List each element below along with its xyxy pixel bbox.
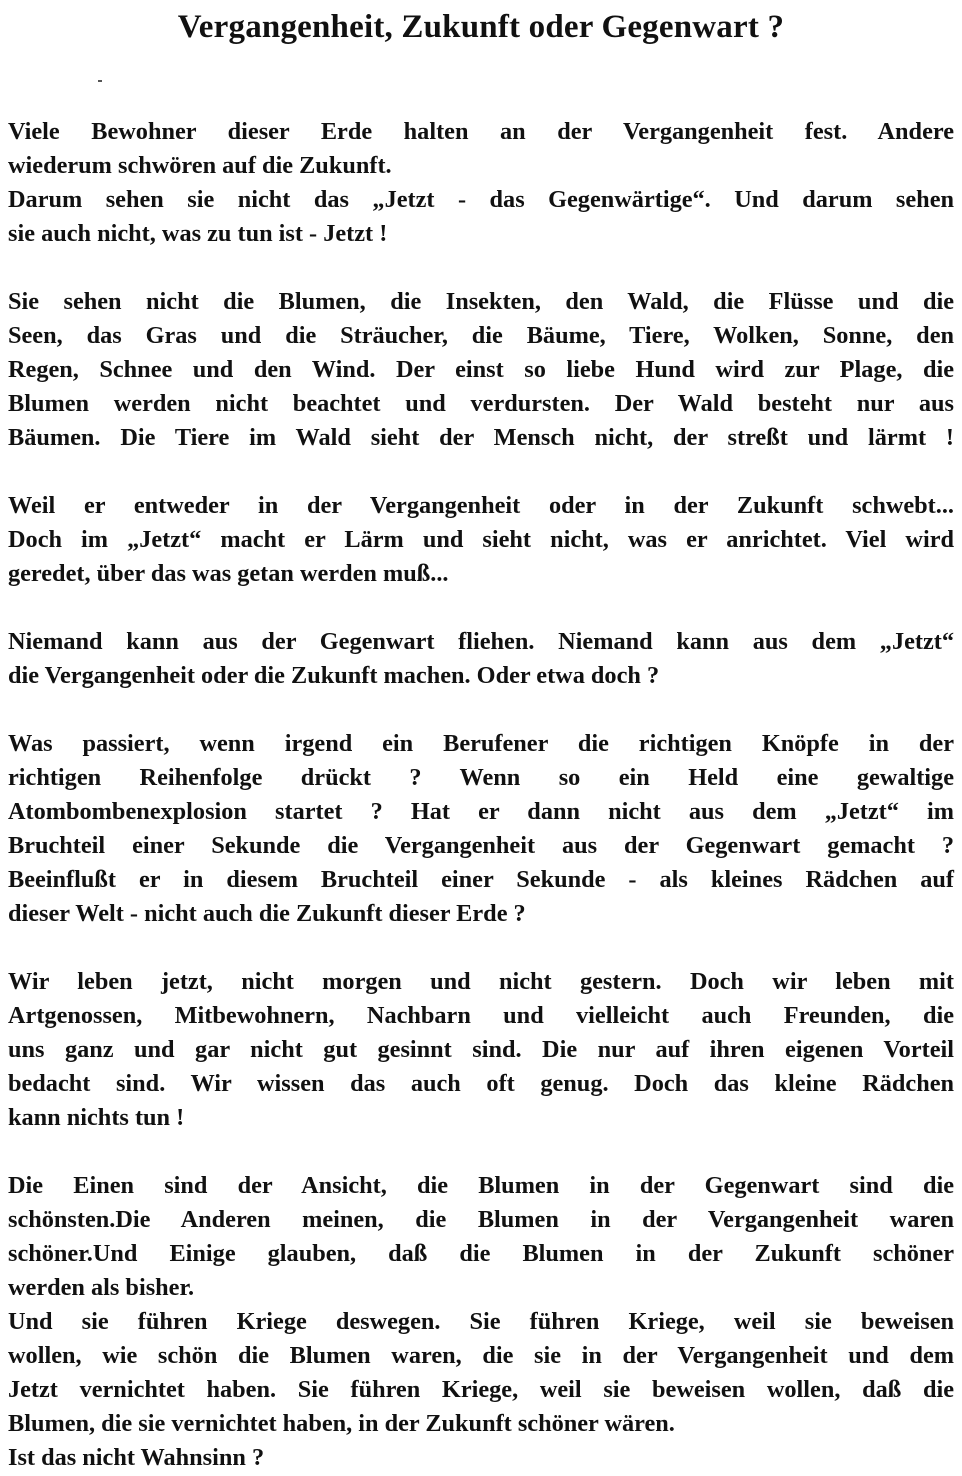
text-line: uns ganz und gar nicht gut gesinnt sind. Die nur auf ihren eigenen Vorteil	[8, 1036, 954, 1063]
text-line: kann nichts tun !	[8, 1104, 185, 1131]
text-line: Artgenossen, Mitbewohnern, Nachbarn und vielleicht auch Freunden, die	[8, 1002, 954, 1029]
text-line: sie auch nicht, was zu tun ist - Jetzt !	[8, 220, 388, 247]
text-line: schönsten.Die Anderen meinen, die Blumen in der Vergangenheit waren	[8, 1206, 954, 1233]
text-line: Viele Bewohner dieser Erde halten an der Vergangenheit fest. Andere	[8, 118, 954, 145]
text-line: werden als bisher.	[8, 1274, 195, 1301]
text-line: Und sie führen Kriege deswegen. Sie führen Kriege, weil sie beweisen	[8, 1308, 954, 1335]
text-line: Niemand kann aus der Gegenwart fliehen. Niemand kann aus dem „Jetzt“	[8, 628, 954, 655]
paragraph-4	[8, 625, 954, 693]
text-line: Jetzt vernichtet haben. Sie führen Kriege, weil sie beweisen wollen, daß die	[8, 1376, 954, 1403]
text-line: die Vergangenheit oder die Zukunft machen. Oder etwa doch ?	[8, 662, 660, 689]
text-line: Die Einen sind der Ansicht, die Blumen in der Gegenwart sind die	[8, 1172, 954, 1199]
text-line: Ist das nicht Wahnsinn ?	[8, 1444, 265, 1471]
paragraph-6	[8, 965, 954, 1135]
text-line: wiederum schwören auf die Zukunft.	[8, 152, 392, 179]
text-line: Bruchteil einer Sekunde die Vergangenheit aus der Gegenwart gemacht ?	[8, 832, 954, 859]
text-line: Blumen, die sie vernichtet haben, in der Zukunft schöner wären.	[8, 1410, 675, 1437]
text-line: wollen, wie schön die Blumen waren, die sie in der Vergangenheit und dem	[8, 1342, 954, 1369]
text-line: Blumen werden nicht beachtet und verdursten. Der Wald besteht nur aus	[8, 390, 954, 417]
text-line: richtigen Reihenfolge drückt ? Wenn so ein Held eine gewaltige	[8, 764, 954, 791]
text-line: Beeinflußt er in diesem Bruchteil einer Sekunde - als kleines Rädchen auf	[8, 866, 954, 893]
text-line: Bäumen. Die Tiere im Wald sieht der Mensch nicht, der streßt und lärmt !	[8, 424, 954, 451]
paragraph-1	[8, 115, 954, 251]
paragraph-3	[8, 489, 954, 591]
text-line: bedacht sind. Wir wissen das auch oft genug. Doch das kleine Rädchen	[8, 1070, 954, 1097]
paragraph-2	[8, 285, 954, 455]
text-line: Wir leben jetzt, nicht morgen und nicht gestern. Doch wir leben mit	[8, 968, 954, 995]
paragraph-5	[8, 727, 954, 931]
text-line: Atombombenexplosion startet ? Hat er dann nicht aus dem „Jetzt“ im	[8, 798, 954, 825]
text-line: dieser Welt - nicht auch die Zukunft dieser Erde ?	[8, 900, 526, 927]
page-title: Vergangenheit, Zukunft oder Gegenwart ?	[177, 9, 785, 45]
scan-speck	[98, 80, 102, 82]
text-line: Regen, Schnee und den Wind. Der einst so liebe Hund wird zur Plage, die	[8, 356, 954, 383]
text-line: Was passiert, wenn irgend ein Berufener die richtigen Knöpfe in der	[8, 730, 954, 757]
text-line: geredet, über das was getan werden muß...	[8, 560, 449, 587]
text-line: Darum sehen sie nicht das „Jetzt - das Gegenwärtige“. Und darum sehen	[8, 186, 954, 213]
text-line: Sie sehen nicht die Blumen, die Insekten, den Wald, die Flüsse und die	[8, 288, 954, 315]
text-line: Seen, das Gras und die Sträucher, die Bäume, Tiere, Wolken, Sonne, den	[8, 322, 954, 349]
text-line: schöner.Und Einige glauben, daß die Blumen in der Zukunft schöner	[8, 1240, 954, 1267]
paragraph-7	[8, 1169, 954, 1475]
text-line: Doch im „Jetzt“ macht er Lärm und sieht nicht, was er anrichtet. Viel wird	[8, 526, 954, 553]
body-text	[8, 115, 954, 1475]
text-line: Weil er entweder in der Vergangenheit oder in der Zukunft schwebt...	[8, 492, 954, 519]
